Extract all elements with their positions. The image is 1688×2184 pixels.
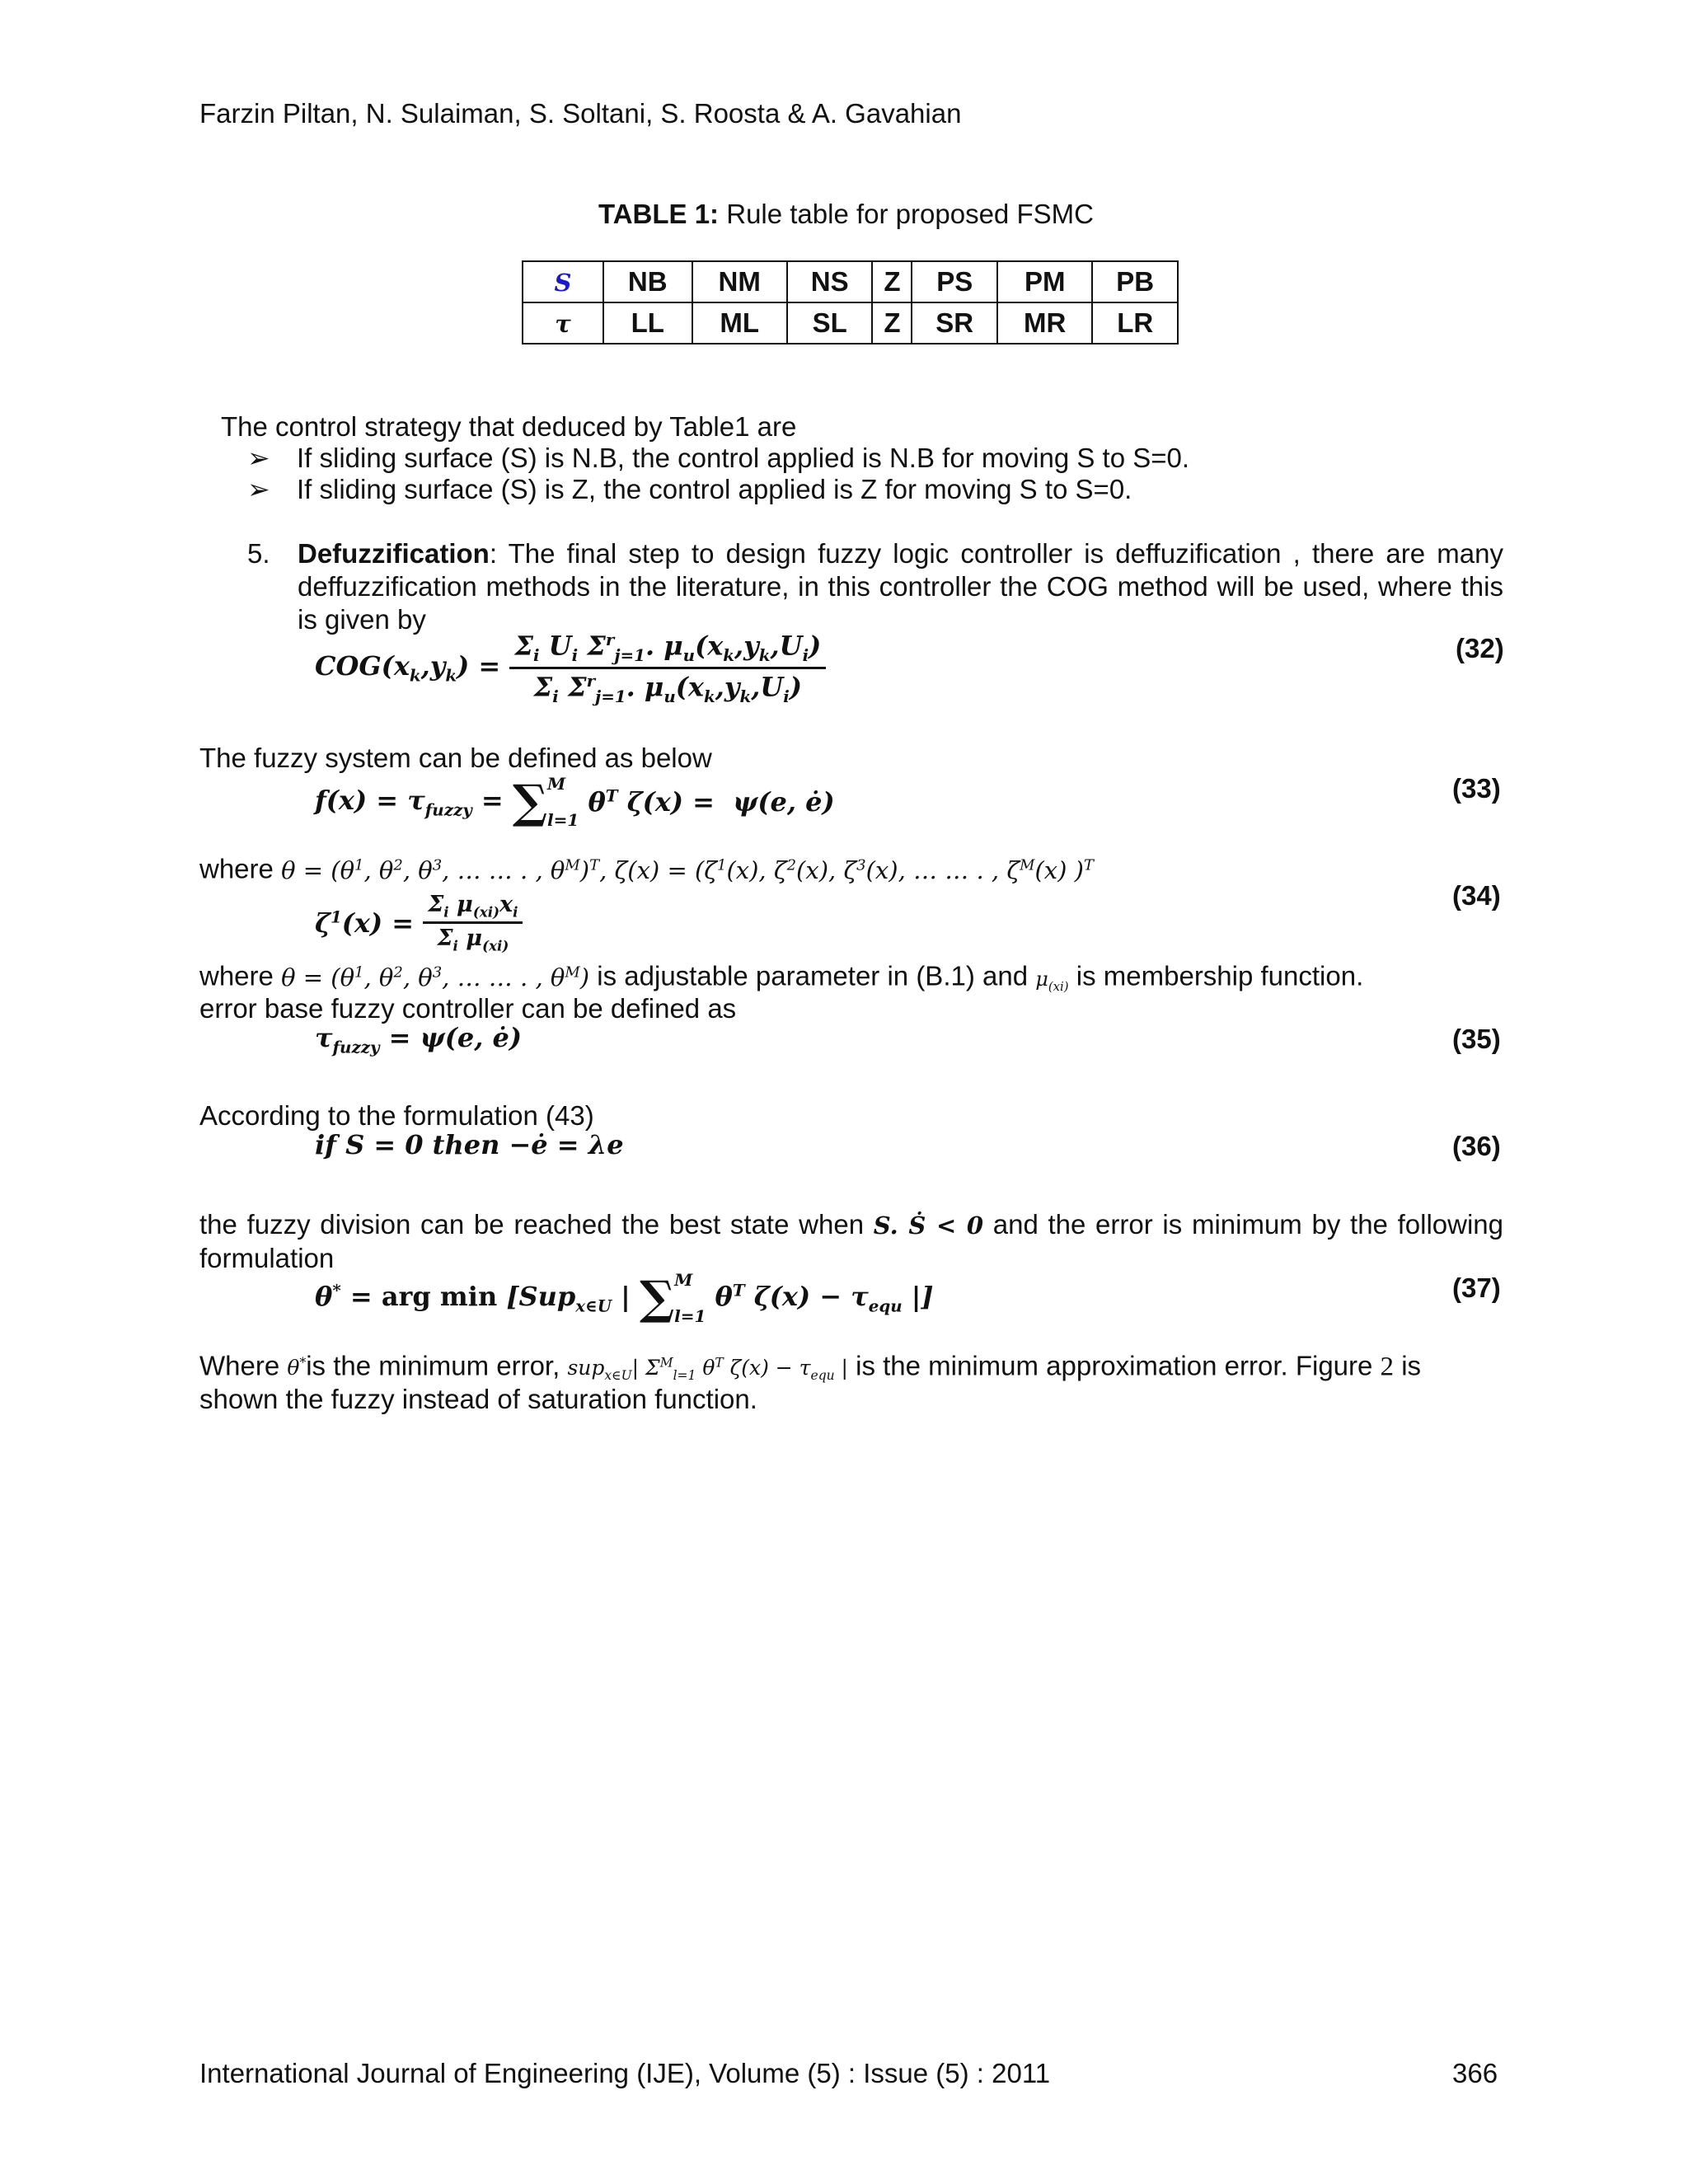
equation-condition: if S = 0 then −ė = λe (315, 1129, 624, 1160)
sliding-surface-symbol: S (554, 269, 572, 297)
where-label: where (199, 960, 274, 991)
is-text: is (1394, 1350, 1422, 1381)
tau-symbol: τ (555, 310, 571, 338)
arrow-bullet-icon: ➢ (247, 474, 270, 504)
paragraph: error base fuzzy controller can be defined as (199, 993, 737, 1024)
running-header: Farzin Piltan, N. Sulaiman, S. Soltani, S. Roosta & A. Gavahian (199, 98, 962, 129)
table-cell: PB (1092, 261, 1178, 302)
list-item-text: If sliding surface (S) is Z, the control applied is Z for moving S to S=0. (297, 474, 1132, 504)
list-item (247, 442, 1189, 475)
equation-number: (34) (1452, 880, 1501, 911)
equation-cog: $COG(x_k,y_k)$ = $\frac{\Sigma_i U_i \Sigma^r_{j=1}. \mu_u(x_k,y_k,U_i)}{\Sigma_i \Sigma^r_{j=1}. \mu_u(x_k,y_k,U_i)}$ (315, 630, 826, 706)
table-cell: PM (997, 261, 1092, 302)
list-item (247, 473, 1132, 506)
table-cell: NS (787, 261, 873, 302)
where-line (199, 849, 1094, 887)
defuzz-text: : The final step to design fuzzy logic controller is deffuzification , there are many deffuzzification methods in the literature, in this controller the COG method will be used, where this is given by (298, 538, 1503, 635)
division-text-a: the fuzzy division can be reached the best state when (199, 1209, 874, 1240)
defuzz-title: Defuzzification (298, 538, 490, 569)
where-label: where (199, 853, 274, 884)
adjustable-text: is adjustable parameter in (B.1) and (589, 960, 1036, 991)
equation-number: (37) (1452, 1272, 1501, 1303)
equation-fuzzy-system: $f(x) = \tau_{fuzzy} = \sum M$ l=1 $\theta^T$ ζ(x) = ψ(e, ė) (315, 774, 835, 830)
table-cell: NB (603, 261, 692, 302)
paragraph: According to the formulation (43) (199, 1100, 594, 1131)
table-caption-label: TABLE 1: (598, 199, 720, 229)
min-approx-text: is the minimum approximation error. Figure (847, 1350, 1381, 1381)
equation-number: (32) (1456, 633, 1504, 663)
condition-math: S. Ṡ < 0 (873, 1212, 984, 1240)
list-number: 5. (247, 538, 270, 569)
equation-zeta: $\zeta^1(x)$ = $\frac{\Sigma_i \mu_{(xi)}x_i}{\Sigma_i \mu_{(xi)}}$ (315, 892, 523, 954)
equation-tau-fuzzy: $\tau_{fuzzy} = \psi(e$, ė) (315, 1022, 523, 1057)
table-caption-text: Rule table for proposed FSMC (719, 199, 1094, 229)
theta-vector-definition: $\theta = (\theta^1$, $\theta^2$, $\theta^3$, … … . , $\theta^M)^T$, $\zeta(x) = (\zeta^1(x)$, $\zeta^2(x)$, $\zeta^3(x)$, … … . , $\zeta^M(x)$ )$^T$ (281, 855, 1094, 884)
table-cell: SR (912, 302, 997, 344)
table-row (523, 261, 1178, 302)
table-cell: MR (997, 302, 1092, 344)
approximation-error-math: sup$_{x\in U}$| $\Sigma^M_{l=1}$ $\theta^T$ $\zeta(x) - \tau_{equ}$ | (567, 1356, 848, 1384)
strategy-intro: The control strategy that deduced by Table1 are (221, 411, 797, 442)
equation-argmin: θ* = arg min [Sup$_{x\in U}$ | ∑M l=1 $\theta^T$ $\zeta(x) - \tau_{equ}$ |] (315, 1270, 934, 1326)
where-label: Where (199, 1350, 288, 1381)
paragraph: The fuzzy system can be defined as below (199, 743, 712, 773)
rule-table (522, 260, 1179, 344)
arrow-bullet-icon: ➢ (247, 443, 270, 473)
list-item-text: If sliding surface (S) is N.B, the control applied is N.B for moving S to S=0. (297, 443, 1190, 473)
table-row-symbol (523, 302, 603, 344)
table-cell: PS (912, 261, 997, 302)
equation-number: (35) (1452, 1024, 1501, 1054)
theta-definition: $\theta = (\theta^1$, $\theta^2$, $\theta^3$, … … . , $\theta^M$) (281, 963, 590, 991)
table-cell: LL (603, 302, 692, 344)
page-number: 366 (1452, 2058, 1498, 2088)
figure-number: 2 (1380, 1352, 1395, 1382)
theta-star-symbol: θ* (287, 1356, 307, 1380)
table-cell: NM (692, 261, 787, 302)
table-cell: Z (872, 302, 912, 344)
table-cell: LR (1092, 302, 1178, 344)
membership-text: is membership function. (1068, 960, 1364, 991)
table-cell: ML (692, 302, 787, 344)
min-error-text: is the minimum error, (306, 1350, 568, 1381)
defuzz-paragraph (298, 537, 1503, 636)
table-row (523, 302, 1178, 344)
table-header-symbol (523, 261, 603, 302)
footer-journal: International Journal of Engineering (IJE), Volume (5) : Issue (5) : 2011 (199, 2058, 1051, 2088)
table-cell: SL (787, 302, 873, 344)
division-paragraph (199, 1208, 1503, 1275)
division-text-b: and the error is minimum by the following formulation (199, 1209, 1504, 1273)
table-caption (598, 198, 1094, 231)
paragraph: shown the fuzzy instead of saturation function. (199, 1384, 757, 1414)
table-cell: Z (872, 261, 912, 302)
equation-number: (36) (1452, 1131, 1501, 1161)
equation-number: (33) (1452, 773, 1501, 804)
mu-symbol: $\mu_{(xi)}$ (1035, 967, 1069, 994)
